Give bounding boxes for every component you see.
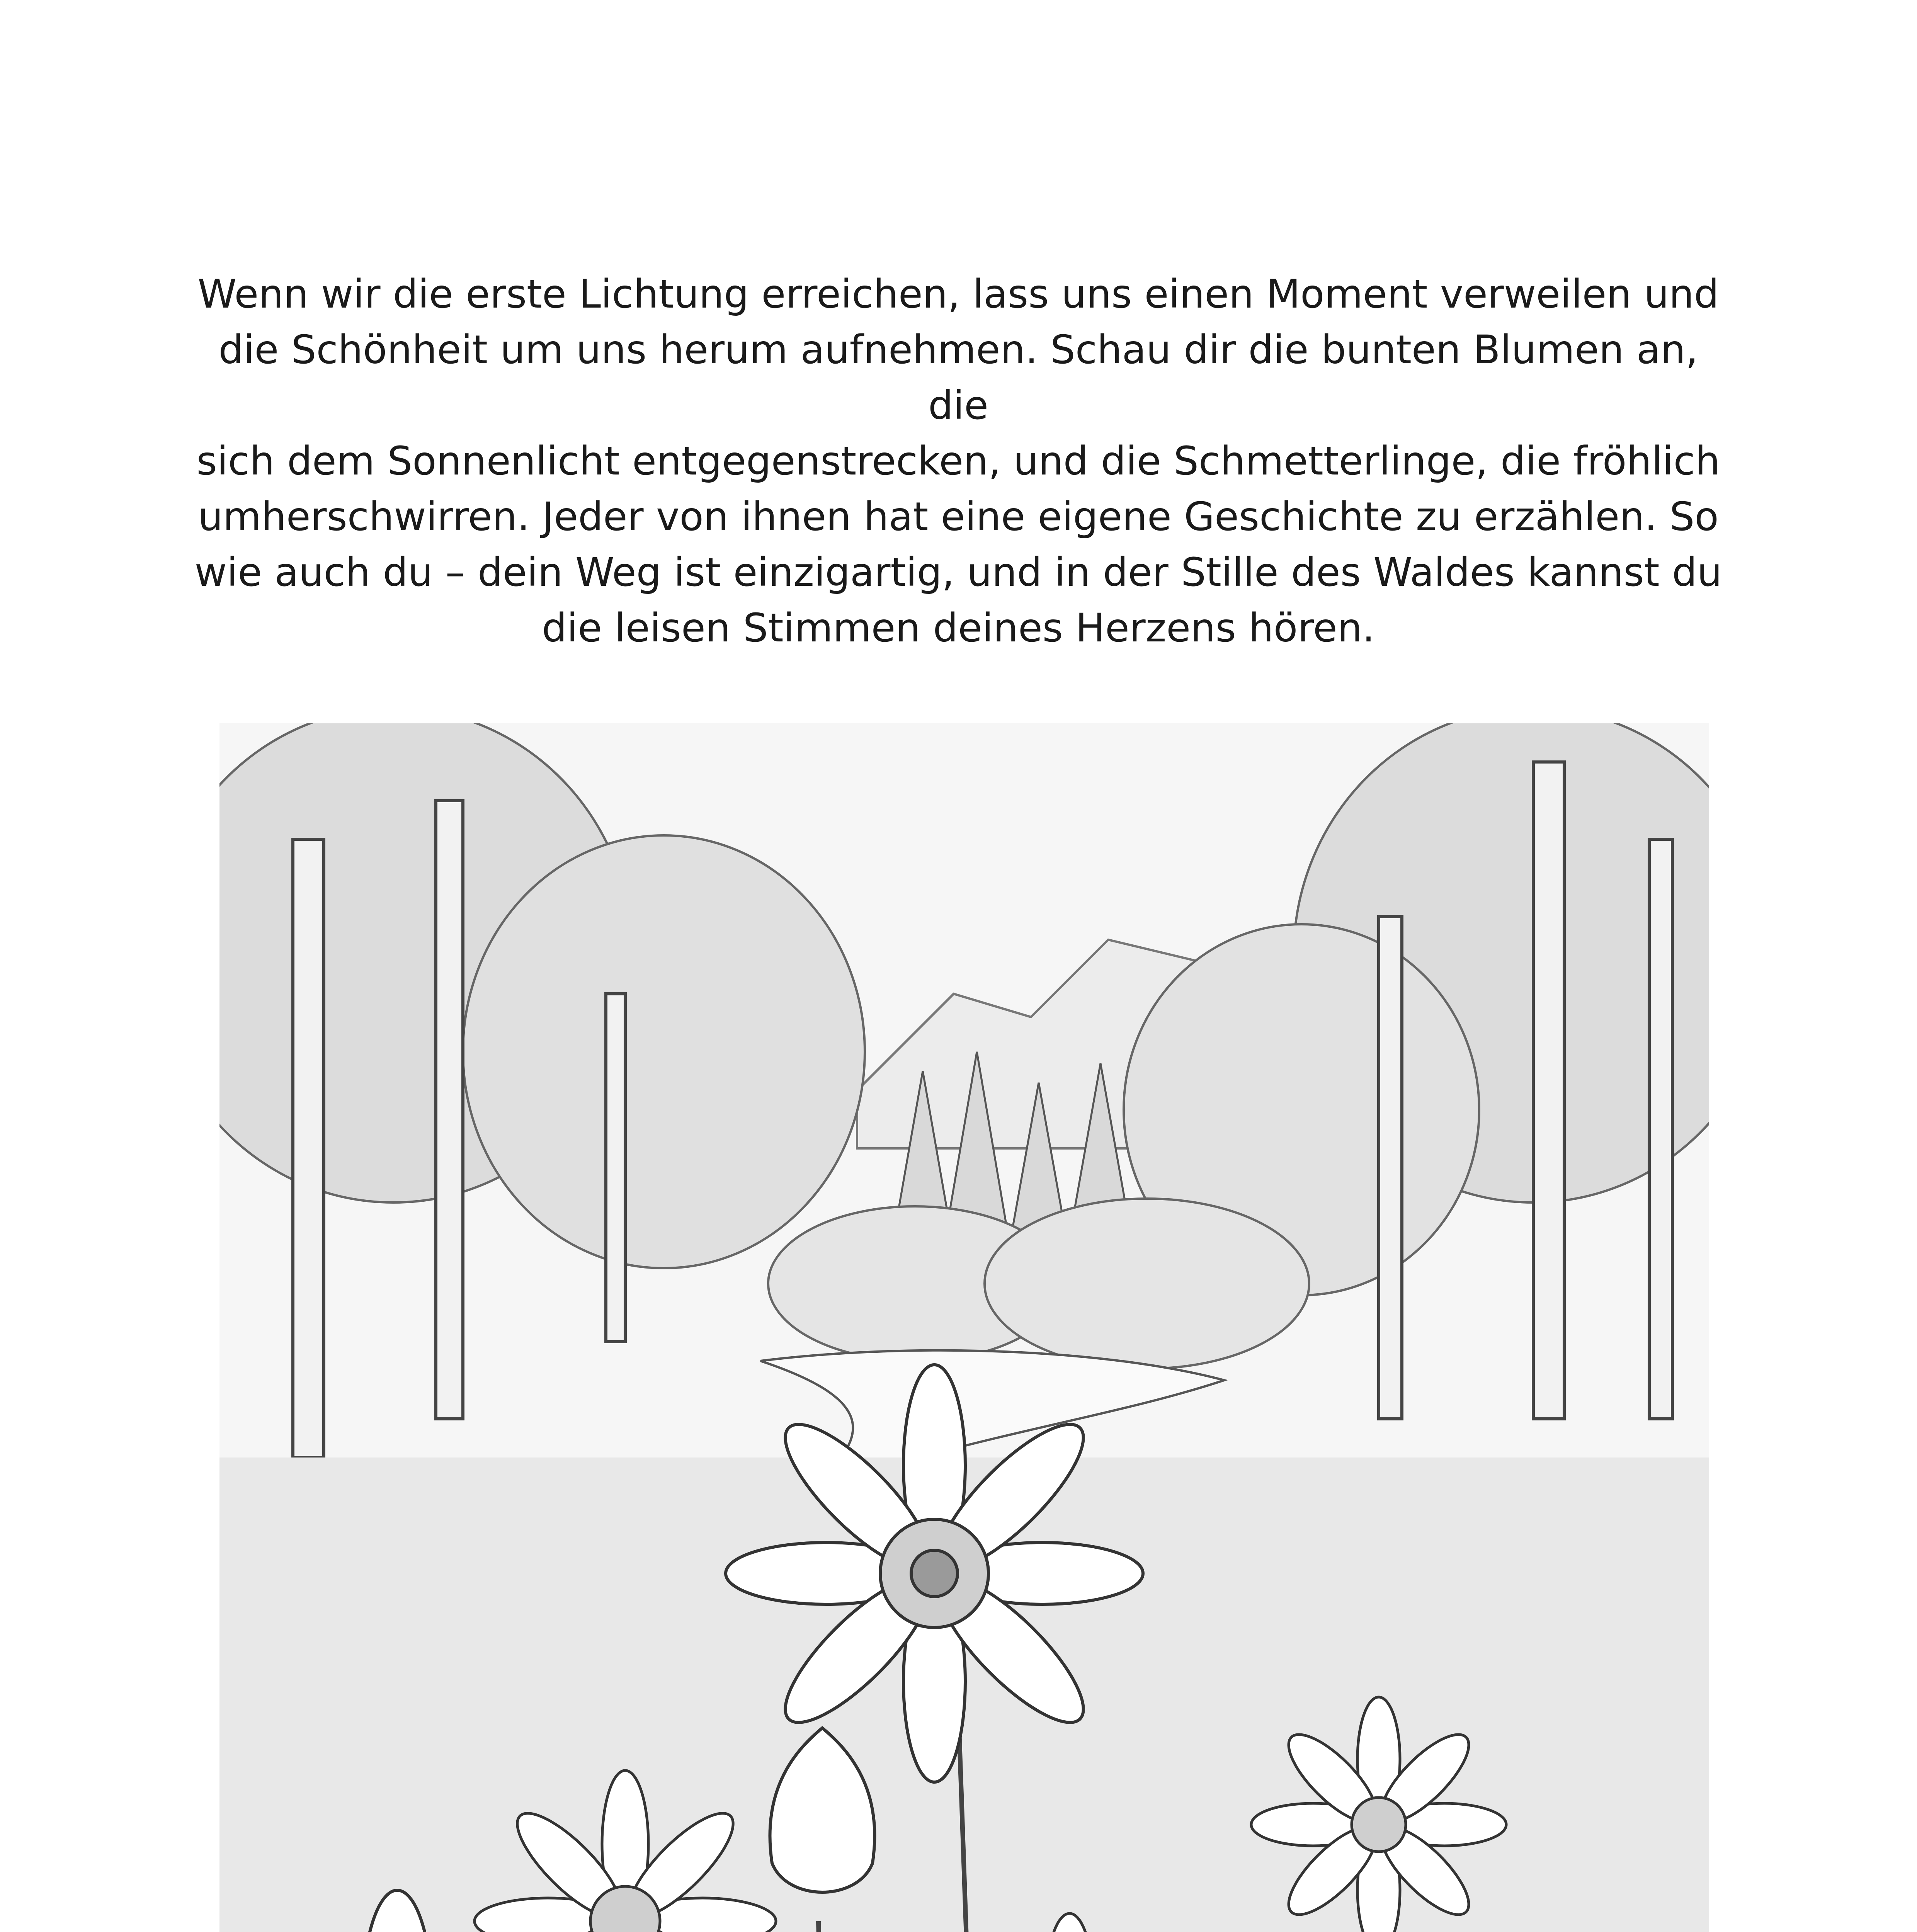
paragraph-line: sich dem Sonnenlicht entgegenstrecken, und die Schmetterlinge, die fröhlich (196, 438, 1720, 484)
paragraph-line: umherschwirren. Jeder von ihnen hat eine eigene Geschichte zu erzählen. So (198, 494, 1719, 540)
paragraph-line: Wenn wir die erste Lichtung erreichen, lass uns einen Moment verweilen und (197, 271, 1719, 317)
paragraph-line: wie auch du – dein Weg ist einzigartig, und in der Stille des Waldes kannst du (194, 549, 1722, 595)
paragraph-line: die leisen Stimmen deines Herzens hören. (542, 605, 1375, 651)
paragraph-line: die Schönheit um uns herum aufnehmen. Schau dir die bunten Blumen an, die (218, 327, 1698, 429)
body-paragraph (185, 267, 1731, 656)
coloring-illustration (219, 723, 1709, 1932)
